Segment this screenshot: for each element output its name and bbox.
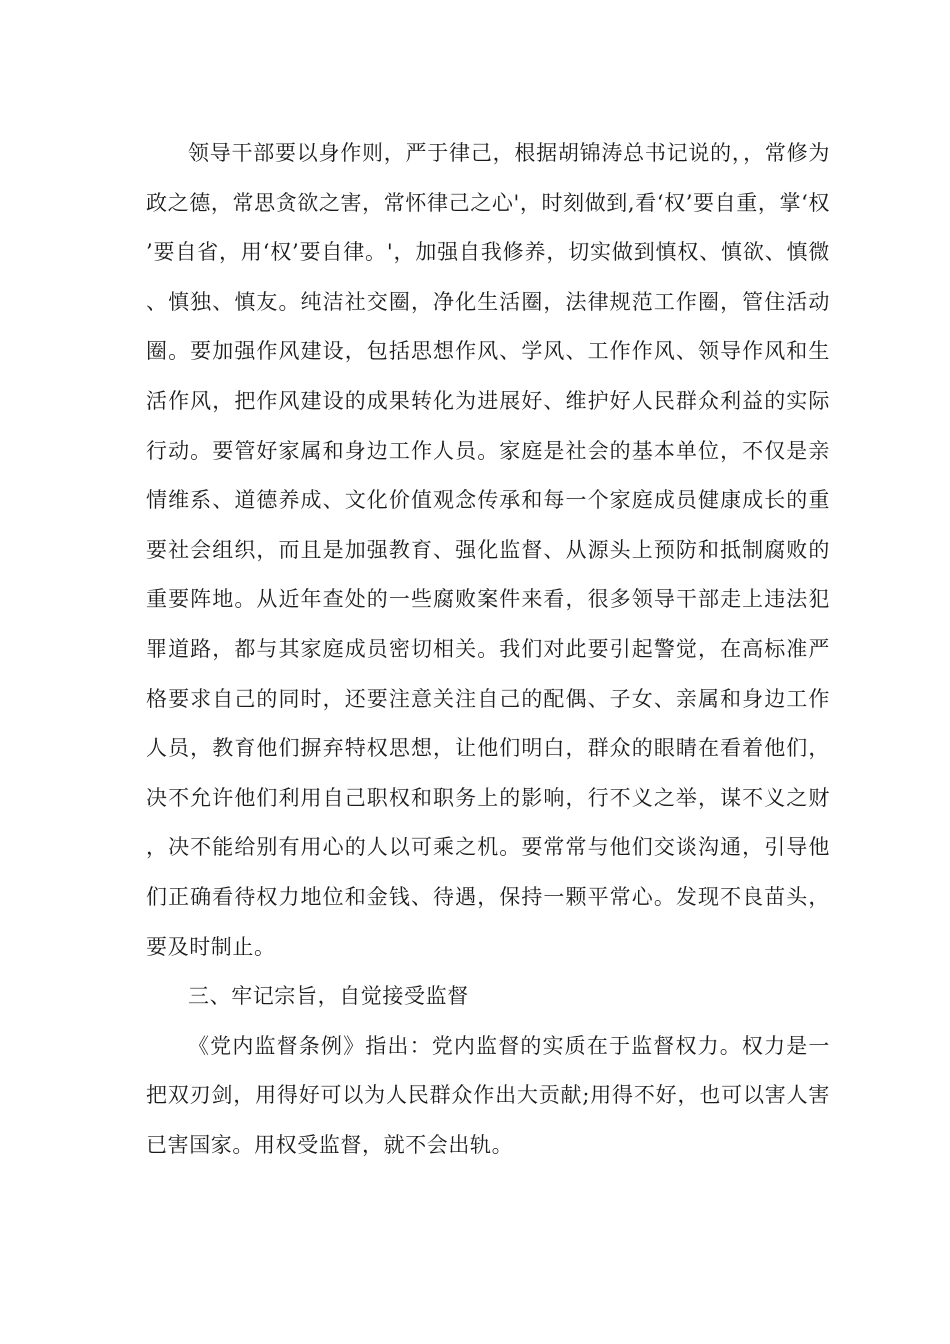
section-heading-three: 三、牢记宗旨，自觉接受监督 <box>188 984 469 1009</box>
document-body <box>146 129 830 1170</box>
paragraph-supervision-regulation: 《党内监督条例》指出：党内监督的实质在于监督权力。权力是一把双刃剑，用得好可以为人民群众作出大贡献;用得不好，也可以害人害已害国家。用权受监督，就不会出轨。 <box>146 1033 830 1157</box>
paragraph-leadership-discipline: 领导干部要以身作则，严于律己，根据胡锦涛总书记说的，，常修为政之德，常思贪欲之害，常怀律己之心'，时刻做到,看‘权’要自重，掌‘权’要自省，用‘权’要自律。'，加强自我修养，切实做到慎权、慎欲、慎微、慎独、慎友。纯洁社交圈，净化生活圈，法律规范工作圈，管住活动圈。要加强作风建设，包括思想作风、学风、工作作风、领导作风和生活作风，把作风建设的成果转化为进展好、维护好人民群众利益的实际行动。要管好家属和身边工作人员。家庭是社会的基本单位，不仅是亲情维系、道德养成、文化价值观念传承和每一个家庭成员健康成长的重要社会组织，而且是加强教育、强化监督、从源头上预防和抵制腐败的重要阵地。从近年查处的一些腐败案件来看，很多领导干部走上违法犯罪道路，都与其家庭成员密切相关。我们对此要引起警觉，在高标准严格要求自己的同时，还要注意关注自己的配偶、子女、亲属和身边工作人员，教育他们摒弃特权思想，让他们明白，群众的眼睛在看着他们，决不允许他们利用自己职权和职务上的影响，行不义之举，谋不义之财，决不能给别有用心的人以可乘之机。要常常与他们交谈沟通，引导他们正确看待权力地位和金钱、待遇，保持一颗平常心。发现不良苗头，要及时制止。 <box>146 141 830 959</box>
